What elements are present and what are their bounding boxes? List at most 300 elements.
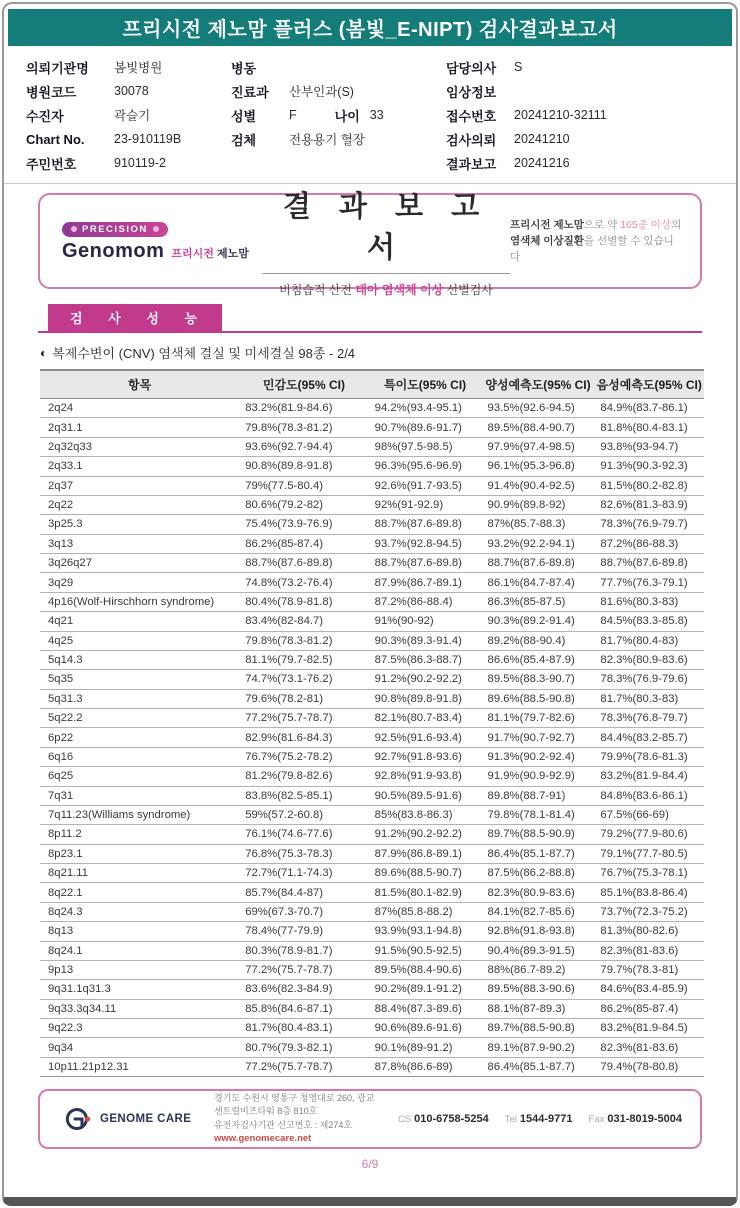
table-row	[40, 999, 704, 1018]
column-header: 항목	[40, 370, 239, 399]
item-cell: 8q24.3	[40, 902, 239, 921]
value-cell: 89.6%(88.5-90.8)	[482, 689, 595, 708]
field-label: 주민번호	[26, 156, 77, 172]
value-cell: 79.8%(78.3-81.2)	[239, 631, 368, 650]
footer-address	[214, 1092, 382, 1147]
field-value: 산부인과(S)	[289, 85, 354, 99]
value-cell: 96.3%(95.6-96.9)	[369, 457, 482, 476]
field-label: 의뢰기관명	[26, 60, 89, 76]
value-cell: 97.9%(97.4-98.5)	[482, 437, 595, 456]
table-row	[40, 554, 704, 573]
value-cell: 85.1%(83.8-86.4)	[594, 883, 704, 902]
value-cell: 93.6%(92.7-94.4)	[239, 437, 368, 456]
value-cell: 59%(57.2-60.8)	[239, 805, 368, 824]
value-cell: 73.7%(72.3-75.2)	[594, 902, 704, 921]
item-cell: 4q25	[40, 631, 239, 650]
value-cell: 79%(77.5-80.4)	[239, 476, 368, 495]
item-cell: 3q29	[40, 573, 239, 592]
patient-info-right	[446, 55, 722, 175]
value-cell: 91.5%(90.5-92.5)	[369, 941, 482, 960]
report-title-bar	[8, 9, 732, 46]
value-cell: 89.7%(88.5-90.8)	[482, 1019, 595, 1038]
item-cell: 8q21.11	[40, 864, 239, 883]
value-cell: 89.5%(88.3-90.6)	[482, 980, 595, 999]
value-cell: 79.2%(77.9-80.6)	[594, 825, 704, 844]
field-label: 수진자	[26, 108, 64, 124]
value-cell: 79.8%(78.1-81.4)	[482, 805, 595, 824]
section-header-rule	[38, 304, 702, 333]
table-row	[40, 844, 704, 863]
value-cell: 90.7%(89.6-91.7)	[369, 418, 482, 437]
value-cell: 80.6%(79.2-82)	[239, 495, 368, 514]
field-label: Chart No.	[26, 131, 85, 147]
value-cell: 76.1%(74.6-77.6)	[239, 825, 368, 844]
info-row-chart-no	[26, 127, 231, 151]
value-cell: 91.2%(90.2-92.2)	[369, 825, 482, 844]
genomecare-logo-icon	[60, 1106, 94, 1132]
table-row	[40, 418, 704, 437]
report-subheading	[262, 281, 510, 298]
note-pink: 165종 이상	[620, 218, 672, 231]
fax-label: Fax	[588, 1114, 605, 1126]
value-cell: 85%(83.8-86.3)	[369, 805, 482, 824]
value-cell: 83.8%(82.5-85.1)	[239, 786, 368, 805]
value-cell: 88.1%(87-89.3)	[482, 999, 595, 1018]
field-label: 병동	[231, 60, 257, 76]
patient-info-section	[4, 46, 736, 184]
field-value: 곽슬기	[114, 109, 151, 123]
performance-table-body	[40, 399, 704, 1077]
item-cell: 5q22.2	[40, 709, 239, 728]
field-value: 20241210-32111	[514, 108, 607, 122]
table-row	[40, 592, 704, 611]
item-cell: 9q31.1q31.3	[40, 980, 239, 999]
value-cell: 78.4%(77-79.9)	[239, 922, 368, 941]
value-cell: 89.6%(88.5-90.7)	[369, 864, 482, 883]
item-cell: 5q35	[40, 670, 239, 689]
item-cell: 3q13	[40, 534, 239, 553]
note-text: 의	[671, 218, 682, 231]
value-cell: 67.5%(66-69)	[594, 805, 704, 824]
item-cell: 7q11.23(Williams syndrome)	[40, 805, 239, 824]
value-cell: 86.2%(85-87.4)	[239, 534, 368, 553]
value-cell: 79.9%(78.6-81.3)	[594, 747, 704, 766]
item-cell: 7q31	[40, 786, 239, 805]
fax-phone	[589, 1113, 682, 1125]
cs-phone	[398, 1113, 489, 1125]
report-banner	[38, 191, 702, 297]
note-bold: 프리시전 제노맘	[510, 218, 584, 231]
report-title: 프리시전 제노맘 플러스 (봄빛_E-NIPT) 검사결과보고서	[122, 19, 618, 41]
footer	[38, 1089, 702, 1149]
table-row	[40, 922, 704, 941]
value-cell: 88.7%(87.6-89.8)	[369, 554, 482, 573]
field-label: 검사의뢰	[446, 132, 497, 148]
value-cell: 78.3%(76.9-79.6)	[594, 670, 704, 689]
value-cell: 92.6%(91.7-93.5)	[369, 476, 482, 495]
field-label: 검체	[231, 132, 257, 148]
field-label: 결과보고	[446, 156, 497, 172]
info-row-hospital-code	[26, 79, 231, 103]
genomecare-logo-text: GENOME CARE	[100, 1113, 192, 1126]
badge-dot-icon	[153, 226, 159, 232]
column-header: 양성예측도(95% CI)	[482, 370, 595, 399]
value-cell: 82.6%(81.3-83.9)	[594, 495, 704, 514]
item-cell: 6q25	[40, 767, 239, 786]
value-cell: 86.1%(84.7-87.4)	[482, 573, 595, 592]
value-cell: 90.1%(89-91.2)	[369, 1038, 482, 1057]
value-cell: 91.3%(90.3-92.3)	[594, 457, 704, 476]
table-row	[40, 980, 704, 999]
tel-phone	[505, 1113, 573, 1125]
value-cell: 83.2%(81.9-84.6)	[239, 399, 368, 418]
value-cell: 81.6%(80.3-83)	[594, 592, 704, 611]
value-cell: 93.5%(92.6-94.5)	[482, 399, 595, 418]
table-row	[40, 612, 704, 631]
item-cell: 9q33.3q34.11	[40, 999, 239, 1018]
value-cell: 87.9%(86.7-89.1)	[369, 573, 482, 592]
value-cell: 87.5%(86.3-88.7)	[369, 650, 482, 669]
tel-label: Tel	[504, 1114, 517, 1126]
table-row	[40, 476, 704, 495]
item-cell: 2q32q33	[40, 437, 239, 456]
table-header-row	[40, 370, 704, 399]
value-cell: 88.7%(87.6-89.8)	[594, 554, 704, 573]
table-row	[40, 515, 704, 534]
precision-badge	[62, 222, 168, 237]
field-value: 910119-2	[114, 156, 166, 170]
table-row	[40, 1057, 704, 1076]
item-cell: 6p22	[40, 728, 239, 747]
table-row	[40, 960, 704, 979]
table-row	[40, 786, 704, 805]
info-row-resident-no	[26, 151, 231, 175]
item-cell: 2q37	[40, 476, 239, 495]
value-cell: 89.5%(88.4-90.7)	[482, 418, 595, 437]
website-link[interactable]: www.genomecare.net	[214, 1133, 312, 1145]
field-label: 병원코드	[26, 84, 77, 100]
info-row-ward	[231, 55, 446, 79]
item-cell: 8q24.1	[40, 941, 239, 960]
table-row	[40, 670, 704, 689]
value-cell: 91.4%(90.4-92.5)	[482, 476, 595, 495]
value-cell: 81.7%(80.4-83)	[594, 631, 704, 650]
item-cell: 3q26q27	[40, 554, 239, 573]
info-row-request-date	[446, 127, 722, 151]
value-cell: 82.9%(81.6-84.3)	[239, 728, 368, 747]
patient-info-left	[26, 55, 231, 175]
value-cell: 83.6%(82.3-84.9)	[239, 980, 368, 999]
table-row	[40, 902, 704, 921]
table-row	[40, 805, 704, 824]
value-cell: 92.7%(91.8-93.6)	[369, 747, 482, 766]
genomom-logo	[62, 219, 262, 263]
value-cell: 90.3%(89.3-91.4)	[369, 631, 482, 650]
cs-value: 010-6758-5254	[414, 1113, 489, 1126]
value-cell: 86.4%(85.1-87.7)	[482, 844, 595, 863]
column-header: 민감도(95% CI)	[239, 370, 368, 399]
value-cell: 76.7%(75.2-78.2)	[239, 747, 368, 766]
banner-note	[510, 217, 682, 266]
field-value: 30078	[114, 84, 149, 98]
value-cell: 89.5%(88.3-90.7)	[482, 670, 595, 689]
table-row	[40, 709, 704, 728]
value-cell: 89.8%(88.7-91)	[482, 786, 595, 805]
value-cell: 91.7%(90.7-92.7)	[482, 728, 595, 747]
info-row-report-date	[446, 151, 722, 175]
value-cell: 84.9%(83.7-86.1)	[594, 399, 704, 418]
item-cell: 6q16	[40, 747, 239, 766]
value-cell: 87.2%(86-88.4)	[369, 592, 482, 611]
cs-label: CS	[397, 1114, 412, 1126]
note-text: 을 선별할 수 있습니다	[510, 234, 674, 264]
logo-wordmark: Genomom	[62, 239, 165, 262]
value-cell: 83.4%(82-84.7)	[239, 612, 368, 631]
field-label: 임상정보	[446, 84, 497, 100]
value-cell: 93.9%(93.1-94.8)	[369, 922, 482, 941]
value-cell: 90.4%(89.3-91.5)	[482, 941, 595, 960]
value-cell: 91%(90-92)	[369, 612, 482, 631]
value-cell: 76.8%(75.3-78.3)	[239, 844, 368, 863]
item-cell: 4p16(Wolf-Hirschhorn syndrome)	[40, 592, 239, 611]
item-cell: 2q22	[40, 495, 239, 514]
value-cell: 92.8%(91.8-93.8)	[482, 922, 595, 941]
value-cell: 82.3%(81-83.6)	[594, 941, 704, 960]
info-row-sex-age	[231, 103, 446, 127]
field-label: 진료과	[231, 84, 269, 100]
value-cell: 87.8%(86.6-89)	[369, 1057, 482, 1076]
value-cell: 79.1%(77.7-80.5)	[594, 844, 704, 863]
value-cell: 86.4%(85.1-87.7)	[482, 1057, 595, 1076]
table-row	[40, 747, 704, 766]
item-cell: 4q21	[40, 612, 239, 631]
value-cell: 86.3%(85-87.5)	[482, 592, 595, 611]
value-cell: 90.8%(89.8-91.8)	[239, 457, 368, 476]
value-cell: 76.7%(75.3-78.1)	[594, 864, 704, 883]
value-cell: 81.1%(79.7-82.6)	[482, 709, 595, 728]
table-row	[40, 864, 704, 883]
item-cell: 3p25.3	[40, 515, 239, 534]
subtitle-highlight: 태아 염색체 이상	[355, 283, 444, 297]
table-row	[40, 1038, 704, 1057]
badge-dot-icon	[71, 226, 77, 232]
value-cell: 81.7%(80.4-83.1)	[239, 1019, 368, 1038]
field-label: 성별	[231, 108, 257, 124]
address-line1: 경기도 수원시 영통구 청명대로 260, 광교 센트럴비즈타워 8층 810호	[214, 1092, 375, 1117]
value-cell: 86.2%(85-87.4)	[594, 999, 704, 1018]
value-cell: 77.2%(75.7-78.7)	[239, 960, 368, 979]
value-cell: 91.2%(90.2-92.2)	[369, 670, 482, 689]
value-cell: 94.2%(93.4-95.1)	[369, 399, 482, 418]
item-cell: 9q34	[40, 1038, 239, 1057]
section-subtitle: 복제수변이 (CNV) 염색체 결실 및 미세결실 98종 - 2/4	[52, 346, 356, 361]
precision-badge-label: PRECISION	[82, 223, 148, 235]
value-cell: 84.4%(83.2-85.7)	[594, 728, 704, 747]
value-cell: 83.2%(81.9-84.4)	[594, 767, 704, 786]
info-row-specimen	[231, 127, 446, 151]
value-cell: 87.2%(86-88.3)	[594, 534, 704, 553]
table-row	[40, 728, 704, 747]
value-cell: 87%(85.7-88.3)	[482, 515, 595, 534]
section-title: 검 사 성 능	[48, 304, 222, 331]
subtitle-prefix: 비침습적 산전	[279, 283, 356, 297]
column-header: 음성예측도(95% CI)	[594, 370, 704, 399]
value-cell: 88.7%(87.6-89.8)	[369, 515, 482, 534]
table-row	[40, 941, 704, 960]
table-row	[40, 437, 704, 456]
info-row-doctor	[446, 55, 722, 79]
item-cell: 2q24	[40, 399, 239, 418]
footer-contacts	[398, 1113, 682, 1125]
value-cell: 90.8%(89.8-91.8)	[369, 689, 482, 708]
banner-center	[262, 184, 510, 298]
value-cell: 92.8%(91.9-93.8)	[369, 767, 482, 786]
table-row	[40, 495, 704, 514]
value-cell: 88%(86.7-89.2)	[482, 960, 595, 979]
table-row	[40, 650, 704, 669]
value-cell: 77.7%(76.3-79.1)	[594, 573, 704, 592]
value-cell: 86.6%(85.4-87.9)	[482, 650, 595, 669]
table-row	[40, 573, 704, 592]
item-cell: 8q13	[40, 922, 239, 941]
value-cell: 88.7%(87.6-89.8)	[482, 554, 595, 573]
value-cell: 90.5%(89.5-91.6)	[369, 786, 482, 805]
field-label: 접수번호	[446, 108, 497, 124]
item-cell: 2q33.1	[40, 457, 239, 476]
value-cell: 85.8%(84.6-87.1)	[239, 999, 368, 1018]
value-cell: 82.1%(80.7-83.4)	[369, 709, 482, 728]
value-cell: 81.8%(80.4-83.1)	[594, 418, 704, 437]
report-heading: 결 과 보 고 서	[262, 184, 510, 274]
value-cell: 81.2%(79.8-82.6)	[239, 767, 368, 786]
info-row-receipt-no	[446, 103, 722, 127]
value-cell: 98%(97.5-98.5)	[369, 437, 482, 456]
info-row-institution	[26, 55, 231, 79]
table-row	[40, 399, 704, 418]
address-line2: 유전자검사기관 신고번호 : 제274호	[214, 1119, 353, 1130]
value-cell: 87.5%(86.2-88.8)	[482, 864, 595, 883]
item-cell: 5q31.3	[40, 689, 239, 708]
item-cell: 5q14.3	[40, 650, 239, 669]
value-cell: 82.3%(80.9-83.6)	[594, 650, 704, 669]
report-page	[2, 2, 738, 1206]
tel-value: 1544-9771	[519, 1113, 573, 1126]
logo-kr-dark: 제노맘	[216, 247, 249, 260]
value-cell: 78.3%(76.8-79.7)	[594, 709, 704, 728]
info-row-clinical-info	[446, 79, 722, 103]
field-value: 33	[369, 108, 384, 122]
item-cell: 2q31.1	[40, 418, 239, 437]
table-row	[40, 1019, 704, 1038]
value-cell: 82.3%(81-83.6)	[594, 1038, 704, 1057]
patient-info-middle	[231, 55, 446, 175]
value-cell: 79.4%(78-80.8)	[594, 1057, 704, 1076]
value-cell: 85.7%(84.4-87)	[239, 883, 368, 902]
value-cell: 72.7%(71.1-74.3)	[239, 864, 368, 883]
half-circle-icon: ◐	[40, 345, 48, 360]
value-cell: 84.5%(83.3-85.8)	[594, 612, 704, 631]
table-row	[40, 689, 704, 708]
field-value: 20241210	[514, 132, 570, 146]
value-cell: 84.1%(82.7-85.6)	[482, 902, 595, 921]
field-value: 봄빛병원	[114, 61, 163, 75]
value-cell: 93.7%(92.8-94.5)	[369, 534, 482, 553]
value-cell: 89.2%(88-90.4)	[482, 631, 595, 650]
value-cell: 84.6%(83.4-85.9)	[594, 980, 704, 999]
value-cell: 74.8%(73.2-76.4)	[239, 573, 368, 592]
item-cell: 8p23.1	[40, 844, 239, 863]
info-row-patient-name	[26, 103, 231, 127]
note-bold: 염색체 이상질환	[510, 234, 584, 247]
value-cell: 87%(85.8-88.2)	[369, 902, 482, 921]
item-cell: 10p11.21p12.31	[40, 1057, 239, 1076]
column-header: 특이도(95% CI)	[369, 370, 482, 399]
value-cell: 81.1%(79.7-82.5)	[239, 650, 368, 669]
value-cell: 91.3%(90.2-92.4)	[482, 747, 595, 766]
value-cell: 75.4%(73.9-76.9)	[239, 515, 368, 534]
field-value: 23-910119B	[114, 132, 182, 146]
value-cell: 96.1%(95.3-96.8)	[482, 457, 595, 476]
table-row	[40, 534, 704, 553]
value-cell: 90.2%(89.1-91.2)	[369, 980, 482, 999]
info-row-department	[231, 79, 446, 103]
value-cell: 79.7%(78.3-81)	[594, 960, 704, 979]
item-cell: 9q22.3	[40, 1019, 239, 1038]
value-cell: 88.7%(87.6-89.8)	[239, 554, 368, 573]
value-cell: 77.2%(75.7-78.7)	[239, 709, 368, 728]
value-cell: 89.7%(88.5-90.9)	[482, 825, 595, 844]
field-label: 담당의사	[446, 60, 497, 76]
field-value: F	[289, 108, 297, 122]
value-cell: 79.8%(78.3-81.2)	[239, 418, 368, 437]
value-cell: 80.3%(78.9-81.7)	[239, 941, 368, 960]
value-cell: 89.1%(87.9-90.2)	[482, 1038, 595, 1057]
field-label: 나이	[334, 108, 360, 124]
note-text: 으로 약	[583, 218, 621, 231]
item-cell: 8q22.1	[40, 883, 239, 902]
value-cell: 91.9%(90.9-92.9)	[482, 767, 595, 786]
item-cell: 8p11.2	[40, 825, 239, 844]
performance-table	[40, 369, 704, 1077]
value-cell: 74.7%(73.1-76.2)	[239, 670, 368, 689]
section-subtitle-row	[40, 343, 700, 362]
value-cell: 93.8%(93-94.7)	[594, 437, 704, 456]
value-cell: 90.3%(89.2-91.4)	[482, 612, 595, 631]
value-cell: 77.2%(75.7-78.7)	[239, 1057, 368, 1076]
value-cell: 92%(91-92.9)	[369, 495, 482, 514]
table-row	[40, 825, 704, 844]
value-cell: 80.7%(79.3-82.1)	[239, 1038, 368, 1057]
fax-value: 031-8019-5004	[607, 1113, 682, 1126]
genomecare-logo	[60, 1106, 198, 1132]
value-cell: 80.4%(78.9-81.8)	[239, 592, 368, 611]
item-cell: 9p13	[40, 960, 239, 979]
value-cell: 89.5%(88.4-90.6)	[369, 960, 482, 979]
table-row	[40, 767, 704, 786]
value-cell: 84.8%(83.6-86.1)	[594, 786, 704, 805]
value-cell: 81.5%(80.2-82.8)	[594, 476, 704, 495]
value-cell: 82.3%(80.9-83.6)	[482, 883, 595, 902]
value-cell: 69%(67.3-70.7)	[239, 902, 368, 921]
value-cell: 78.3%(76.9-79.7)	[594, 515, 704, 534]
value-cell: 81.5%(80.1-82.9)	[369, 883, 482, 902]
field-value: 전용용기 혈장	[289, 133, 365, 147]
value-cell: 83.2%(81.9-84.5)	[594, 1019, 704, 1038]
logo-kr-pink: 프리시전	[171, 247, 214, 260]
field-value: S	[514, 60, 523, 74]
page-number: 6/9	[361, 1157, 379, 1172]
value-cell: 88.4%(87.3-89.6)	[369, 999, 482, 1018]
